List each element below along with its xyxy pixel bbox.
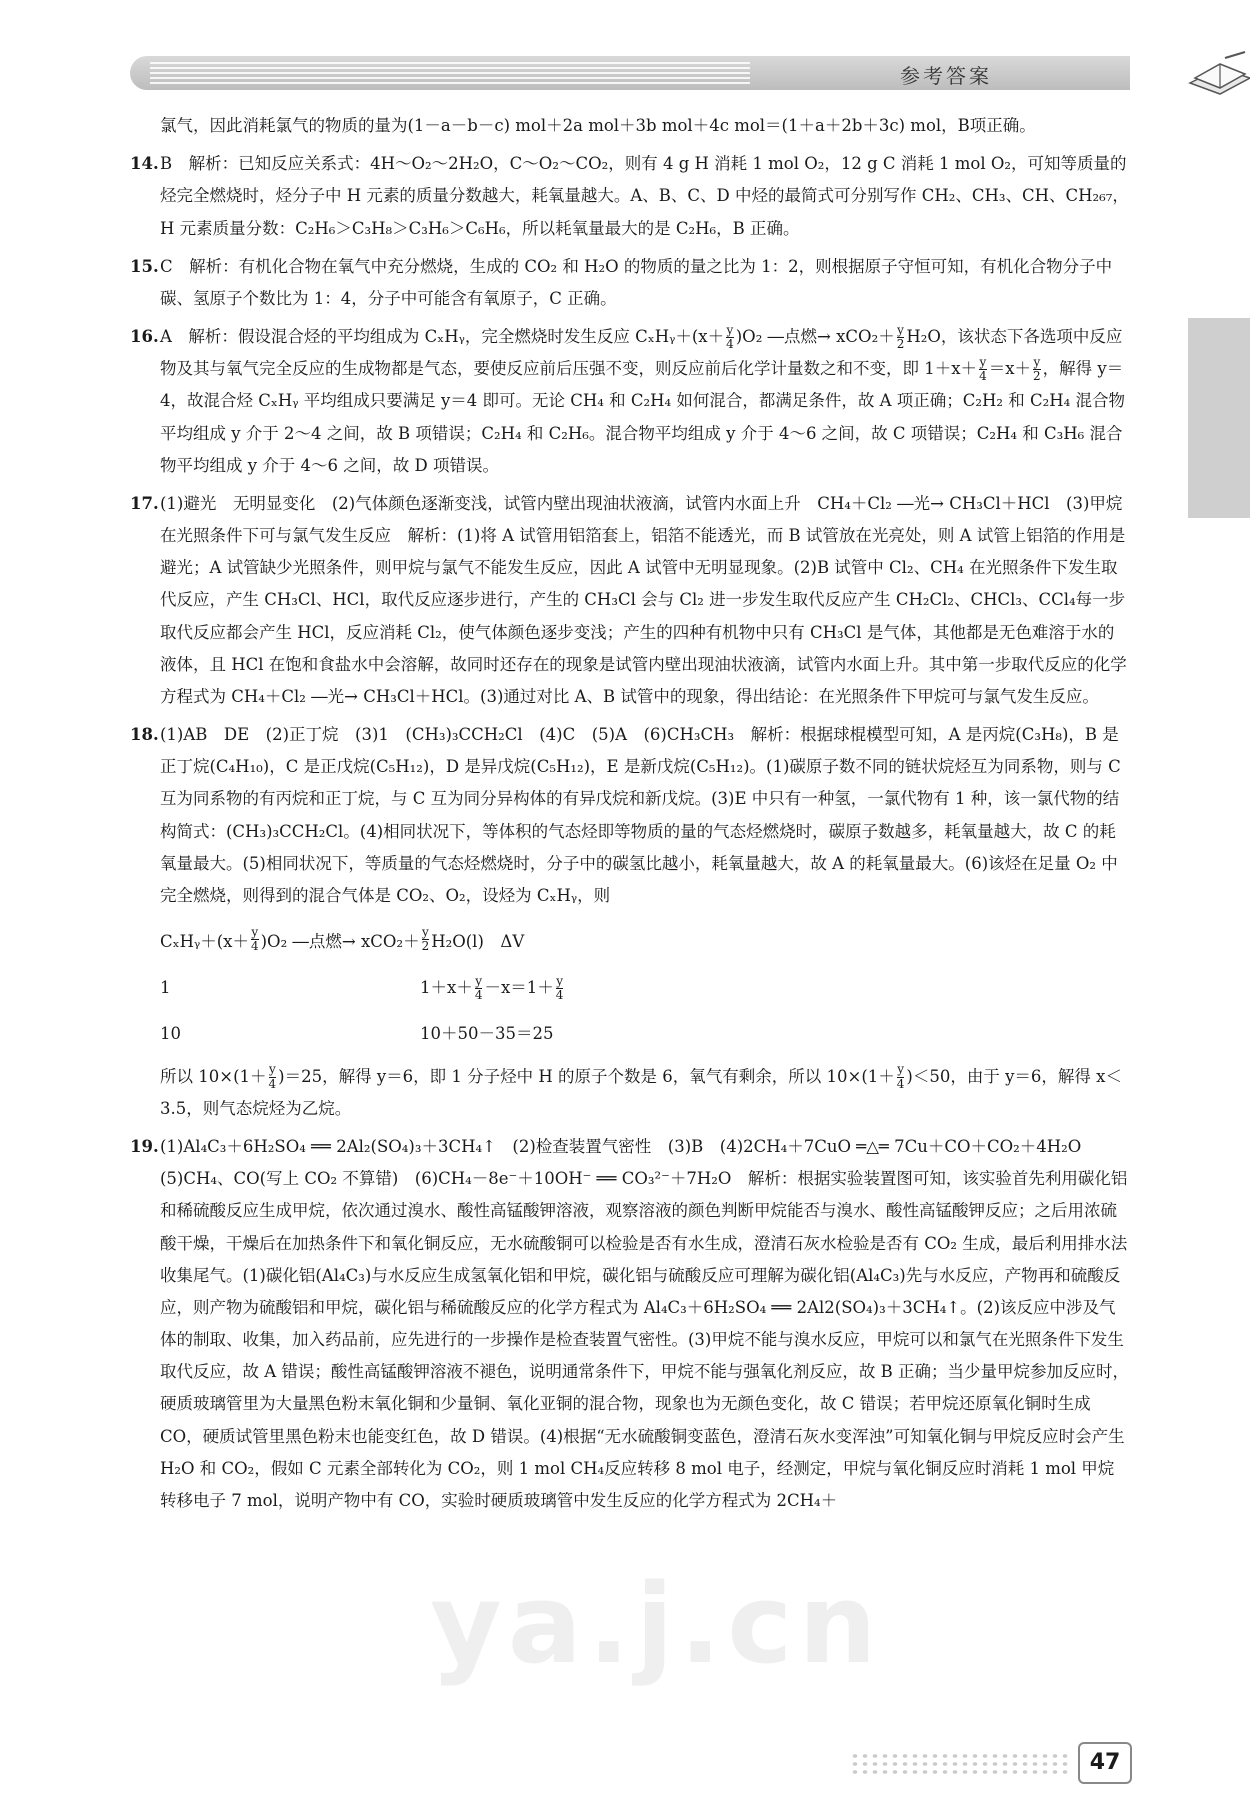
continued-text: 氯气，因此消耗氯气的物质的量为(1－a－b－c) mol＋2a mol＋3b mol＋4c mol＝(1＋a＋2b＋3c) mol，B项正确。 [160,116,1036,135]
fraction-y-over-4: $\frac{y}{4}$ [555,974,564,1003]
answer-number: 17. [130,493,159,513]
equation-row: 1 1＋x＋ $\frac{y}{4}$ －x＝1＋ $\frac{y}{4}$ [160,974,564,1003]
header-stripes [150,62,750,84]
answer-text: ＝x＋ [988,359,1032,379]
answer-number: 18. [130,725,159,745]
answer-text: ，解得 y＝4，故混合烃 CₓHᵧ 平均组成只要满足 y＝4 即可。无论 CH₄ 和 C₂H₄ 如何混合，都满足条件，故 A 项正确；C₂H₂ 和 C₂H₄ 混合物平均组成 y 介于 2～4 之间，故 B 项错误；C₂H₄ 和 C₂H₆。混合物平均组成 y 介于 4～6 之间，故 C 项错误；C₂H₄ 和 C₃H₆ 混合物平均组成 y 介于 4～6 之间，故 D 项错误。 [160,359,1125,475]
answer-number: 16. [130,327,159,347]
page-header [130,48,1130,98]
answer-18 [130,719,1130,1125]
fraction-y-over-4: $\frac{y}{4}$ [474,974,483,1003]
continued-paragraph [160,110,1130,142]
answer-15 [130,251,1130,315]
fraction-y-over-4: $\frac{y}{4}$ [979,355,987,384]
fraction-y-over-4: $\frac{y}{4}$ [250,925,259,954]
answer-content [130,110,1130,1523]
answer-text: )O₂ ―点燃→ xCO₂＋ [735,327,895,347]
answer-19 [130,1131,1130,1517]
answer-14 [130,148,1130,245]
answer-text: (1)Al₄C₃＋6H₂SO₄ ══ 2Al₂(SO₄)₃＋3CH₄↑ (2)检查装置气密性 (3)B (4)2CH₄＋7CuO ═△═ 7Cu＋CO＋CO₂＋4H₂O (5)CH₄、CO(写上 CO₂ 不算错) (6)CH₄－8e⁻＋10OH⁻ ══ CO₃²⁻＋7H₂O 解析：根据实验装置图可知，该实验首先利用碳化铝和稀硫酸反应生成甲烷，依次通过溴水、酸性高锰酸钾溶液，观察溶液的颜色判断甲烷能否与溴水、酸性高锰酸钾反应；之后用浓硫酸干燥，干燥后在加热条件下和氧化铜反应，无水硫酸铜可以检验是否有水生成，澄清石灰水检验是否有 CO₂ 生成，最后利用排水法收集尾气。(1)碳化铝(Al₄C₃)与水反应生成氢氧化铝和甲烷，碳化铝与硫酸反应可理解为碳化铝(Al₄C₃)先与水反应，产物再和硫酸反应，则产物为硫酸铝和甲烷，碳化铝与稀硫酸反应的化学方程式为 Al₄C₃＋6H₂SO₄ ══ 2Al2(SO₄)₃＋3CH₄↑。(2)该反应中涉及气体的制取、收集，加入药品前，应先进行的一步操作是检查装置气密性。(3)甲烷不能与溴水反应，甲烷可以和氯气在光照条件下发生取代反应，故 A 错误；酸性高锰酸钾溶液不褪色，说明通常条件下，甲烷不能与强氧化剂反应，故 B 正确；当少量甲烷参加反应时，硬质玻璃管里为大量黑色粉末氧化铜和少量铜、氧化亚铜的混合物，现象也为无颜色变化，故 C 错误；若甲烷还原氧化铜时生成 CO，硬质试管里黑色粉末也能变红色，故 D 错误。(4)根据“无水硫酸铜变蓝色，澄清石灰水变浑浊”可知氧化铜与甲烷反应时会产生 H₂O 和 CO₂，假如 C 元素全部转化为 CO₂，则 1 mol CH₄反应转移 8 mol 电子，经测定，甲烷与氧化铜反应时消耗 1 mol 甲烷转移电子 7 mol，说明产物中有 CO，实验时硬质玻璃管中发生反应的化学方程式为 2CH₄＋ [160,1136,1130,1510]
answer-number: 15. [130,256,159,276]
answer-text: H₂O，该状态下各选项中反应物及其与氧气完全反应的生成物都是气态，要使反应前后压强不变，则反应前后化学计量数之和不变，即 1＋x＋ [160,327,1123,379]
answer-text: (1)避光 无明显变化 (2)气体颜色逐渐变浅，试管内壁出现油状液滴，试管内水面上升 CH₄＋Cl₂ ―光→ CH₃Cl＋HCl (3)甲烷在光照条件下可与氯气发生反应 解析：(1)将 A 试管用铝箔套上，铝箔不能透光，而 B 试管放在光亮处，则 A 试管上铝箔的作用是避光；A 试管缺少光照条件，则甲烷与氯气不能发生反应，因此 A 试管中无明显现象。(2)B 试管中 Cl₂、CH₄ 在光照条件下发生取代反应，产生 CH₃Cl、HCl，取代反应逐步进行，产生的 CH₃Cl 会与 Cl₂ 进一步发生取代反应产生 CH₂Cl₂、CHCl₃、CCl₄每一步取代反应都会产生 HCl，反应消耗 Cl₂，使气体颜色逐步变浅；产生的四种有机物中只有 CH₃Cl 是气体，其他都是无色难溶于水的液体，且 HCl 在饱和食盐水中会溶解，故同时还存在的现象是试管内壁出现油状液滴，试管内水面上升。其中第一步取代反应的化学方程式为 CH₄＋Cl₂ ―光→ CH₃Cl＋HCl。(3)通过对比 A、B 试管中的现象，得出结论：在光照条件下甲烷可与氯气发生反应。 [160,493,1127,706]
equation-row: CₓHᵧ＋(x＋ $\frac{y}{4}$ )O₂ ―点燃→ xCO₂＋ $\frac{y}{2}$ H₂O(l) ΔV [160,926,1130,958]
answer-text: 所以 10×(1＋ $\frac{y}{4}$ )＝25，解得 y＝6，即 1 分子烃中 H 的原子个数是 6，氧气有剩余，所以 10×(1＋ $\frac{y}{4}$ )＜50，由于 y＝6，解得 x＜3.5，则气态烷烃为乙烷。 [160,1062,1122,1118]
fraction-y-over-2: $\frac{y}{2}$ [896,322,905,352]
page-number: 47 [1078,1742,1132,1784]
side-tab [1188,318,1250,518]
header-title: 参考答案 [900,64,992,88]
answer-text: (1)AB DE (2)正丁烷 (3)1 (CH₃)₃CCH₂Cl (4)C (5)A (6)CH₃CH₃ 解析：根据球棍模型可知，A 是丙烷(C₃H₈)，B 是正丁烷(C₄H₁₀)，C 是正戊烷(C₅H₁₂)，D 是异戊烷(C₅H₁₂)，E 是新戊烷(C₅H₁₂)。(1)碳原子数不同的链状烷烃互为同系物，则与 C 互为同系物的有丙烷和正丁烷，与 C 互为同分异构体的有异戊烷和新戊烷。(3)E 中只有一种氢，一氯代物有 1 种，该一氯代物的结构简式：(CH₃)₃CCH₂Cl。(4)相同状况下，等体积的气态烃即等物质的量的气态烃燃烧时，碳原子数越多，耗氧量越大，故 C 的耗氧量最大。(5)相同状况下，等质量的气态烃燃烧时，分子中的碳氢比越小，耗氧量越大，故 A 的耗氧量最大。(6)该烃在足量 O₂ 中完全燃烧，则得到的混合气体是 CO₂、O₂，设烃为 CₓHᵧ，则 [160,725,1121,905]
footer-dots [850,1752,1070,1774]
fraction-y-over-4: $\frac{y}{4}$ [726,322,734,352]
watermark: ya.j.cn [430,1560,883,1688]
answer-text: C 解析：有机化合物在氧气中充分燃烧，生成的 CO₂ 和 H₂O 的物质的量之比为 1：2，则根据原子守恒可知，有机化合物分子中碳、氢原子个数比为 1：4，分子中可能含有氧原子，C 正确。 [160,256,1113,308]
fraction-y-over-2: $\frac{y}{2}$ [421,925,430,954]
answer-number: 14. [130,154,159,174]
fraction-y-over-2: $\frac{y}{2}$ [1033,355,1041,384]
answer-text: B 解析：已知反应关系式：4H～O₂～2H₂O，C～O₂～CO₂，则有 4 g H 消耗 1 mol O₂，12 g C 消耗 1 mol O₂，可知等质量的烃完全燃烧时，烃分子中 H 元素的质量分数越大，耗氧量越大。A、B、C、D 中烃的最简式可分别写作 CH₂、CH₃、CH、CH₂₆₇，H 元素质量分数：C₂H₆＞C₃H₈＞C₃H₆＞C₆H₆，所以耗氧量最大的是 C₂H₆，B 正确。 [160,154,1129,238]
answer-17 [130,488,1130,713]
answer-16 [130,321,1130,482]
answer-text: A 解析：假设混合烃的平均组成为 CₓHᵧ，完全燃烧时发生反应 CₓHᵧ＋(x＋ [160,327,725,347]
fraction-y-over-4: $\frac{y}{4}$ [896,1062,905,1091]
equation-row: 10 10＋50－35＝25 [160,1024,554,1044]
answer-number: 19. [130,1136,159,1156]
fraction-y-over-4: $\frac{y}{4}$ [268,1062,277,1091]
book-icon [1185,48,1250,98]
